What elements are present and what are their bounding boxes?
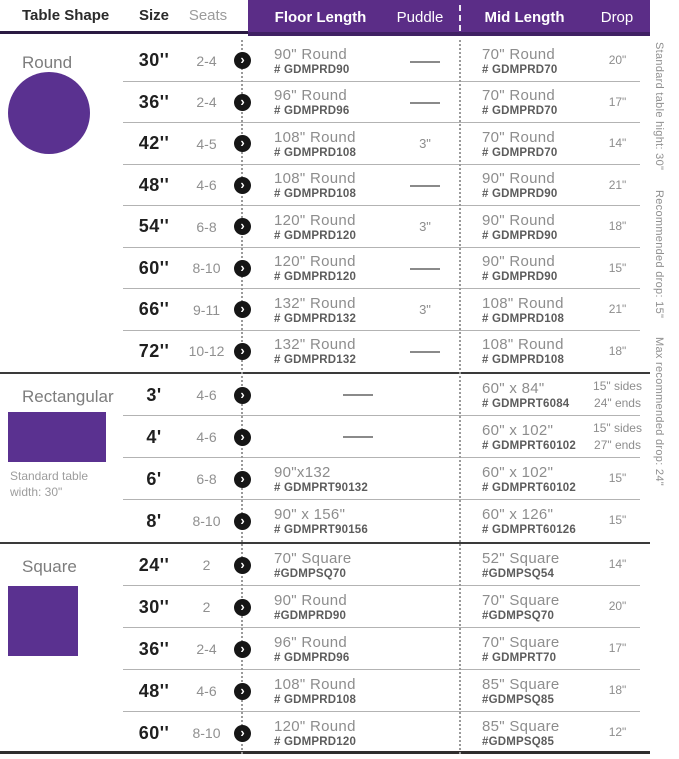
mid-item-code: # GDMPRD70: [482, 105, 558, 118]
table-body: [0, 40, 650, 754]
drop-cell: [585, 177, 650, 194]
floor-item-code: # GDMPRD132: [274, 312, 357, 325]
mid-length-cell: [460, 422, 585, 452]
mid-item-code: # GDMPRD90: [482, 188, 558, 201]
arrow-cell: [228, 94, 256, 111]
chevron-glyph: ›: [240, 135, 245, 151]
chevron-right-icon: [234, 557, 251, 574]
mid-item-code: #GDMPSQ85: [482, 694, 555, 706]
floor-item-code: # GDMPRD132: [274, 354, 357, 367]
floor-length-cell: [256, 506, 390, 536]
seats-value: 2-4: [196, 641, 217, 657]
size-value: 8': [146, 510, 162, 531]
side-notes: [653, 42, 665, 547]
section-square: [0, 542, 650, 754]
drop-cell: [585, 640, 650, 657]
drop-cell: [585, 301, 650, 318]
mid-length-cell: [460, 87, 585, 117]
mid-length-cell: [460, 46, 585, 76]
dash-icon: [410, 102, 440, 104]
mid-item-code: # GDMPRD108: [482, 354, 565, 367]
dash-icon: [410, 268, 440, 270]
mid-length-cell: [460, 336, 585, 366]
arrow-cell: [228, 343, 256, 360]
mid-length-value: 60" x 102": [482, 422, 554, 439]
mid-length-cell: [460, 550, 585, 580]
mid-length-value: 90" Round: [482, 211, 556, 229]
table-row: [0, 206, 650, 248]
seats-value: 2-4: [196, 52, 217, 69]
arrow-cell: [228, 135, 256, 152]
section-label: Square: [22, 557, 77, 576]
col-header-size: Size: [138, 7, 169, 24]
note-recommended-drop: Recommended drop: 15": [653, 189, 665, 318]
floor-item-code: #GDMPRD90: [274, 610, 347, 622]
dash-icon: [343, 394, 373, 396]
table-row: [0, 331, 650, 373]
floor-length-value: 90" Round: [274, 592, 348, 609]
floor-length-value: 90"x132: [274, 464, 331, 481]
floor-length-value: 96" Round: [274, 87, 348, 105]
floor-item-code: #GDMPSQ70: [274, 568, 347, 580]
chevron-glyph: ›: [240, 640, 245, 656]
size-value: 54'': [138, 216, 170, 237]
size-value: 72'': [138, 340, 170, 361]
seats-value: 4-6: [196, 429, 217, 445]
drop-cell: [585, 260, 650, 277]
table-row: [0, 123, 650, 165]
section-note: Standard table width: 30": [10, 469, 89, 500]
chevron-right-icon: [234, 641, 251, 658]
size-value: 42'': [138, 133, 170, 154]
size-value: 4': [146, 426, 162, 447]
size-value: 60'': [138, 257, 170, 278]
mid-item-code: # GDMPRD90: [482, 271, 558, 284]
arrow-cell: [228, 218, 256, 235]
mid-length-cell: [460, 592, 585, 622]
chevron-glyph: ›: [240, 470, 245, 486]
drop-cell: [585, 512, 650, 529]
table-row: [0, 500, 650, 542]
size-value: 66'': [138, 299, 170, 320]
mid-length-value: 90" Round: [482, 170, 556, 188]
floor-item-code: # GDMPRD96: [274, 652, 350, 664]
arrow-cell: [228, 52, 256, 69]
floor-length-cell: [256, 87, 390, 117]
size-value: 24'': [138, 554, 170, 575]
mid-length-value: 52" Square: [482, 550, 560, 567]
mid-length-value: 85" Square: [482, 676, 560, 693]
floor-length-cell: [256, 170, 390, 200]
chevron-right-icon: [234, 301, 251, 318]
seats-value: 4-5: [196, 135, 217, 152]
floor-length-cell: [256, 464, 390, 494]
drop-value: 17": [608, 641, 627, 656]
floor-length-cell: [256, 295, 390, 325]
floor-item-code: # GDMPRD96: [274, 105, 350, 118]
arrow-cell: [228, 471, 256, 488]
drop-cell: [585, 218, 650, 235]
floor-item-code: # GDMPRD120: [274, 271, 357, 284]
mid-item-code: # GDMPRT70: [482, 652, 557, 664]
mid-item-code: # GDMPRT60102: [482, 482, 576, 494]
table-row: [0, 670, 650, 712]
floor-length-cell: [256, 253, 390, 283]
mid-length-value: 70" Round: [482, 128, 556, 146]
seats-value: 2: [202, 599, 211, 615]
drop-cell: [585, 556, 650, 573]
mid-length-value: 70" Square: [482, 634, 560, 651]
chart-header: [0, 0, 679, 40]
chevron-right-icon: [234, 599, 251, 616]
mid-length-cell: [460, 634, 585, 664]
chevron-glyph: ›: [240, 428, 245, 444]
puddle-cell: [390, 261, 460, 276]
chevron-right-icon: [234, 429, 251, 446]
chevron-glyph: ›: [240, 52, 245, 68]
arrow-cell: [228, 429, 256, 446]
chevron-right-icon: [234, 725, 251, 742]
drop-cell: [585, 135, 650, 152]
mid-length-value: 70" Square: [482, 592, 560, 609]
drop-value: 18": [608, 219, 627, 234]
size-value: 36'': [138, 638, 170, 659]
arrow-cell: [228, 641, 256, 658]
puddle-cell: [390, 344, 460, 359]
table-row: [0, 416, 650, 458]
seats-value: 4-6: [196, 177, 217, 194]
chevron-right-icon: [234, 260, 251, 277]
floor-length-cell: [256, 129, 390, 159]
floor-item-code: # GDMPRD108: [274, 146, 357, 159]
floor-length-value: 132" Round: [274, 294, 356, 312]
seats-value: 8-10: [192, 725, 221, 741]
puddle-cell: [390, 53, 460, 68]
floor-length-value: 120" Round: [274, 211, 356, 229]
drop-value: 21": [608, 302, 627, 317]
table-row: [0, 586, 650, 628]
drop-value: 18": [608, 343, 627, 358]
arrow-cell: [228, 387, 256, 404]
floor-length-value: 120" Round: [274, 253, 356, 271]
floor-length-value: 90" x 156": [274, 506, 346, 523]
drop-value: 15": [608, 260, 627, 275]
chevron-glyph: ›: [240, 512, 245, 528]
drop-value: 15" sides: [593, 420, 642, 435]
drop-value: 15": [608, 513, 627, 528]
mid-length-cell: [460, 718, 585, 748]
drop-value: 21": [608, 177, 627, 192]
mid-item-code: # GDMPRD90: [482, 229, 558, 242]
mid-length-cell: [460, 129, 585, 159]
floor-length-dash: [256, 436, 460, 438]
drop-cell: [585, 94, 650, 111]
arrow-cell: [228, 260, 256, 277]
chevron-glyph: ›: [240, 556, 245, 572]
mid-length-value: 108" Round: [482, 336, 564, 354]
size-value: 30'': [138, 50, 170, 71]
floor-length-value: 96" Round: [274, 634, 348, 651]
table-row: [0, 289, 650, 331]
drop-cell: [585, 682, 650, 699]
table-row: [0, 165, 650, 207]
chevron-glyph: ›: [240, 598, 245, 614]
seats-value: 4-6: [196, 683, 217, 699]
col-header-floor-length: Floor Length: [274, 9, 367, 26]
mid-length-value: 60" x 126": [482, 506, 554, 523]
mid-item-code: #GDMPSQ70: [482, 610, 555, 622]
mid-length-value: 60" x 102": [482, 464, 554, 481]
drop-value: 15": [608, 471, 627, 486]
mid-length-value: 108" Round: [482, 294, 564, 312]
table-row: [0, 248, 650, 290]
chevron-right-icon: [234, 683, 251, 700]
col-header-mid-length: Mid Length: [484, 9, 565, 26]
seats-value: 2: [202, 557, 211, 573]
floor-length-value: 132" Round: [274, 336, 356, 354]
chevron-glyph: ›: [240, 386, 245, 402]
mid-item-code: #GDMPSQ54: [482, 568, 555, 580]
floor-item-code: # GDMPRD108: [274, 694, 357, 706]
floor-length-cell: [256, 634, 390, 664]
mid-length-cell: [460, 506, 585, 536]
mid-length-cell: [460, 295, 585, 325]
floor-length-dash: [256, 394, 460, 396]
seats-value: 4-6: [196, 387, 217, 403]
col-header-table-shape: Table Shape: [22, 7, 110, 24]
puddle-cell: 3": [419, 219, 431, 235]
dash-icon: [410, 61, 440, 63]
floor-length-value: 90" Round: [274, 45, 348, 63]
mid-length-cell: [460, 253, 585, 283]
section-label: Rectangular: [22, 387, 114, 406]
header-dashed-divider: [459, 5, 461, 31]
floor-length-value: 108" Round: [274, 676, 356, 693]
drop-cell: [585, 52, 650, 69]
mid-item-code: # GDMPRT60126: [482, 524, 576, 536]
size-value: 3': [146, 384, 162, 405]
mid-item-code: # GDMPRD70: [482, 63, 558, 76]
dotted-guide-right: [459, 40, 461, 754]
size-value: 48'': [138, 174, 170, 195]
floor-length-value: 70" Square: [274, 550, 352, 567]
table-row: [0, 712, 650, 754]
chevron-glyph: ›: [240, 724, 245, 740]
chevron-glyph: ›: [240, 682, 245, 698]
mid-length-value: 70" Round: [482, 45, 556, 63]
drop-cell: [585, 343, 650, 360]
col-header-seats: Seats: [188, 7, 228, 24]
drop-cell: [585, 470, 650, 487]
chevron-glyph: ›: [240, 259, 245, 275]
drop-cell: [585, 724, 650, 741]
chevron-right-icon: [234, 513, 251, 530]
chevron-right-icon: [234, 135, 251, 152]
chevron-right-icon: [234, 52, 251, 69]
drop-cell: [585, 378, 650, 413]
drop-value-2: 24" ends: [594, 396, 641, 410]
size-value: 60'': [138, 722, 170, 743]
arrow-cell: [228, 683, 256, 700]
mid-length-cell: [460, 212, 585, 242]
drop-value: 20": [608, 53, 627, 68]
chevron-glyph: ›: [240, 342, 245, 358]
seats-value: 6-8: [196, 471, 217, 487]
floor-item-code: # GDMPRT90132: [274, 482, 368, 494]
puddle-cell: 3": [419, 136, 431, 152]
size-value: 30'': [138, 596, 170, 617]
mid-item-code: # GDMPRT6084: [482, 398, 570, 410]
arrow-cell: [228, 513, 256, 530]
mid-length-cell: [460, 464, 585, 494]
col-header-puddle: Puddle: [396, 9, 444, 26]
section-rectangular: [0, 372, 650, 542]
seats-value: 8-10: [192, 260, 221, 277]
floor-length-value: 120" Round: [274, 718, 356, 735]
chevron-glyph: ›: [240, 176, 245, 192]
floor-length-cell: [256, 592, 390, 622]
chevron-glyph: ›: [240, 301, 245, 317]
section-round: [0, 40, 650, 372]
table-row: [0, 458, 650, 500]
note-standard-height: Standard table hight: 30": [653, 42, 665, 171]
mid-length-value: 85" Square: [482, 718, 560, 735]
floor-item-code: # GDMPRT90156: [274, 524, 368, 536]
floor-item-code: # GDMPRD120: [274, 229, 357, 242]
drop-value: 18": [608, 683, 627, 698]
chevron-glyph: ›: [240, 218, 245, 234]
floor-item-code: # GDMPRD90: [274, 63, 350, 76]
drop-value-2: 27" ends: [594, 438, 641, 452]
mid-length-value: 90" Round: [482, 253, 556, 271]
arrow-cell: [228, 301, 256, 318]
mid-length-cell: [460, 380, 585, 410]
puddle-cell: 3": [419, 302, 431, 318]
mid-length-cell: [460, 170, 585, 200]
size-value: 48'': [138, 680, 170, 701]
drop-value: 15" sides: [593, 378, 642, 393]
header-purple-band: [248, 0, 650, 36]
floor-length-cell: [256, 212, 390, 242]
seats-value: 8-10: [192, 513, 221, 529]
size-value: 36'': [138, 91, 170, 112]
header-left: [0, 0, 248, 34]
chevron-right-icon: [234, 387, 251, 404]
seats-value: 2-4: [196, 94, 217, 111]
dash-icon: [410, 351, 440, 353]
mid-length-value: 70" Round: [482, 87, 556, 105]
mid-length-value: 60" x 84": [482, 380, 545, 397]
drop-value: 17": [608, 94, 627, 109]
floor-length-cell: [256, 550, 390, 580]
seats-value: 6-8: [196, 218, 217, 235]
table-row: [0, 374, 650, 416]
drop-value: 12": [608, 725, 627, 740]
arrow-cell: [228, 599, 256, 616]
col-header-drop: Drop: [600, 9, 634, 26]
seats-value: 9-11: [193, 301, 220, 318]
seats-value: 10-12: [188, 343, 225, 360]
floor-item-code: # GDMPRD120: [274, 736, 357, 748]
chevron-right-icon: [234, 343, 251, 360]
size-value: 6': [146, 468, 162, 489]
mid-item-code: # GDMPRD108: [482, 312, 565, 325]
chevron-right-icon: [234, 218, 251, 235]
puddle-cell: [390, 95, 460, 110]
floor-length-cell: [256, 676, 390, 706]
mid-item-code: # GDMPRD70: [482, 146, 558, 159]
arrow-cell: [228, 557, 256, 574]
table-row: [0, 82, 650, 124]
floor-length-cell: [256, 336, 390, 366]
arrow-cell: [228, 725, 256, 742]
dash-icon: [343, 436, 373, 438]
table-bottom-border: [0, 751, 650, 754]
note-max-drop: Max recommended drop: 24": [653, 337, 665, 487]
mid-item-code: # GDMPRT60102: [482, 440, 576, 452]
puddle-cell: [390, 178, 460, 193]
drop-cell: [585, 420, 650, 455]
drop-value: 14": [608, 136, 627, 151]
mid-item-code: #GDMPSQ85: [482, 736, 555, 748]
floor-length-cell: [256, 46, 390, 76]
table-row: [0, 628, 650, 670]
floor-length-value: 108" Round: [274, 128, 356, 146]
drop-cell: [585, 598, 650, 615]
chevron-glyph: ›: [240, 93, 245, 109]
floor-length-value: 108" Round: [274, 170, 356, 188]
drop-value: 14": [608, 557, 627, 572]
table-row: [0, 40, 650, 82]
dash-icon: [410, 185, 440, 187]
drop-value: 20": [608, 599, 627, 614]
table-row: [0, 544, 650, 586]
floor-item-code: # GDMPRD108: [274, 188, 357, 201]
chevron-right-icon: [234, 177, 251, 194]
arrow-cell: [228, 177, 256, 194]
chevron-right-icon: [234, 471, 251, 488]
chevron-right-icon: [234, 94, 251, 111]
mid-length-cell: [460, 676, 585, 706]
floor-length-cell: [256, 718, 390, 748]
section-label: Round: [22, 53, 73, 72]
